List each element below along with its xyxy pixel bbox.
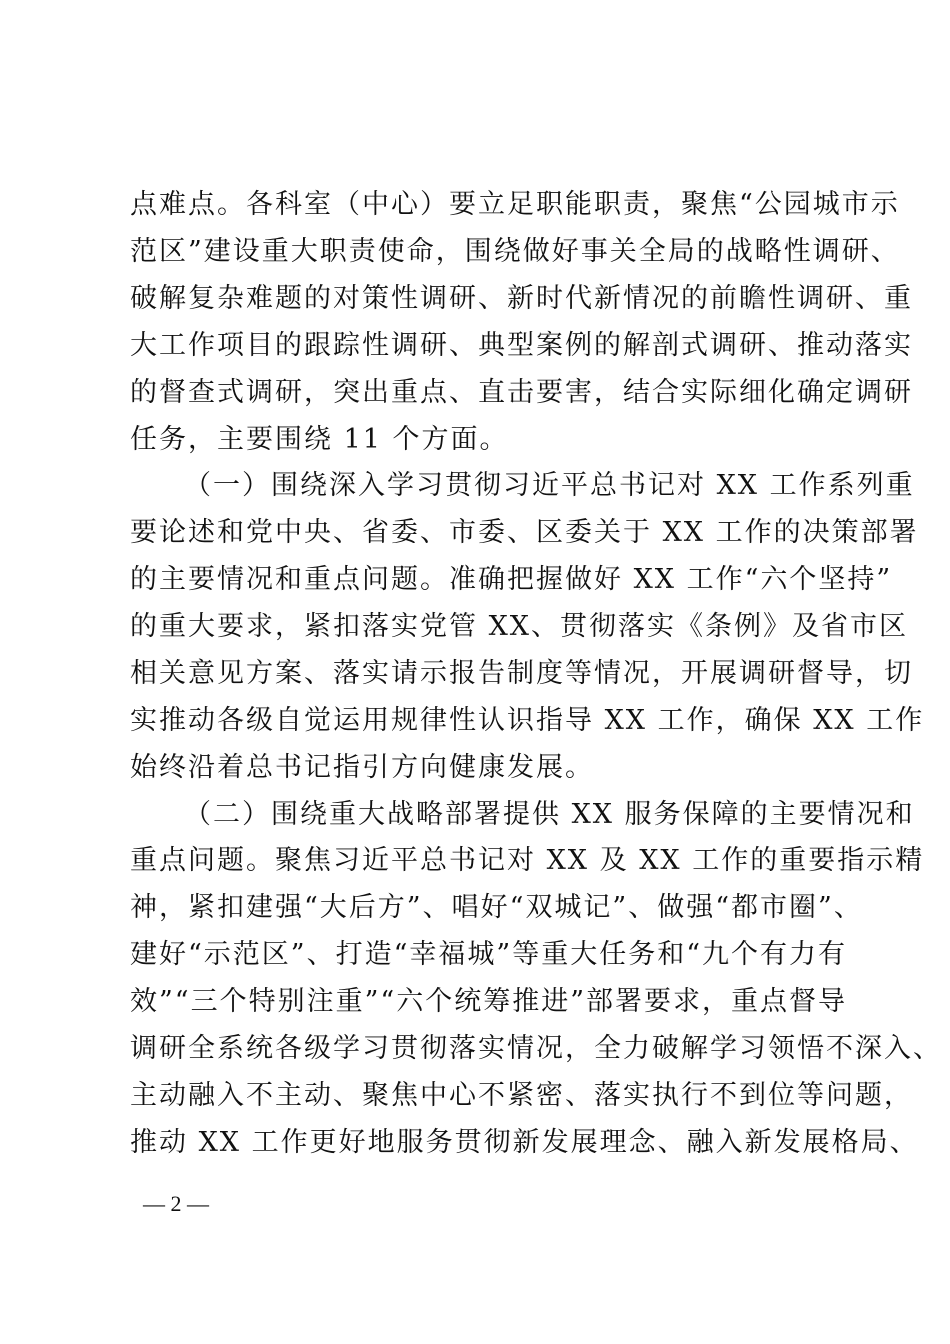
text-line: 任务，主要围绕 11 个方面。 <box>130 424 509 455</box>
text-line: 神，紧扣建强“大后方”、唱好“双城记”、做强“都市圈”、 <box>130 892 863 923</box>
text-line: 点难点。各科室（中心）要立足职能职责，聚焦“公园城市示 <box>130 189 900 220</box>
text-line: 实推动各级自觉运用规律性认识指导 XX 工作，确保 XX 工作 <box>130 705 925 736</box>
text-line: 调研全系统各级学习贯彻落实情况，全力破解学习领悟不深入、 <box>130 1033 942 1064</box>
text-line: 推动 XX 工作更好地服务贯彻新发展理念、融入新发展格局、 <box>130 1127 919 1158</box>
page-number: — 2 — <box>143 1191 209 1216</box>
text-line: 的主要情况和重点问题。准确把握做好 XX 工作“六个坚持” <box>130 564 893 595</box>
text-line: 的重大要求，紧扣落实党管 XX、贯彻落实《条例》及省市区 <box>130 611 909 642</box>
text-line: 破解复杂难题的对策性调研、新时代新情况的前瞻性调研、重 <box>130 283 913 314</box>
text-line: 相关意见方案、落实请示报告制度等情况，开展调研督导，切 <box>130 658 913 689</box>
section-heading-1: （一）围绕深入学习贯彻习近平总书记对 XX 工作系列重 <box>184 470 915 501</box>
text-line: 重点问题。聚焦习近平总书记对 XX 及 XX 工作的重要指示精 <box>130 845 925 876</box>
text-line: 始终沿着总书记指引方向健康发展。 <box>130 752 594 783</box>
text-line: 建好“示范区”、打造“幸福城”等重大任务和“九个有力有 <box>130 939 848 970</box>
text-line: 效”“三个特别注重”“六个统筹推进”部署要求，重点督导 <box>130 986 848 1017</box>
text-line: 范区”建设重大职责使命，围绕做好事关全局的战略性调研、 <box>130 236 900 267</box>
section-heading-2: （二）围绕重大战略部署提供 XX 服务保障的主要情况和 <box>184 799 915 830</box>
text-line: 主动融入不主动、聚焦中心不紧密、落实执行不到位等问题， <box>130 1080 913 1111</box>
text-line: 要论述和党中央、省委、市委、区委关于 XX 工作的决策部署 <box>130 517 919 548</box>
text-line: 的督查式调研，突出重点、直击要害，结合实际细化确定调研 <box>130 377 913 408</box>
text-line: 大工作项目的跟踪性调研、典型案例的解剖式调研、推动落实 <box>130 330 913 361</box>
